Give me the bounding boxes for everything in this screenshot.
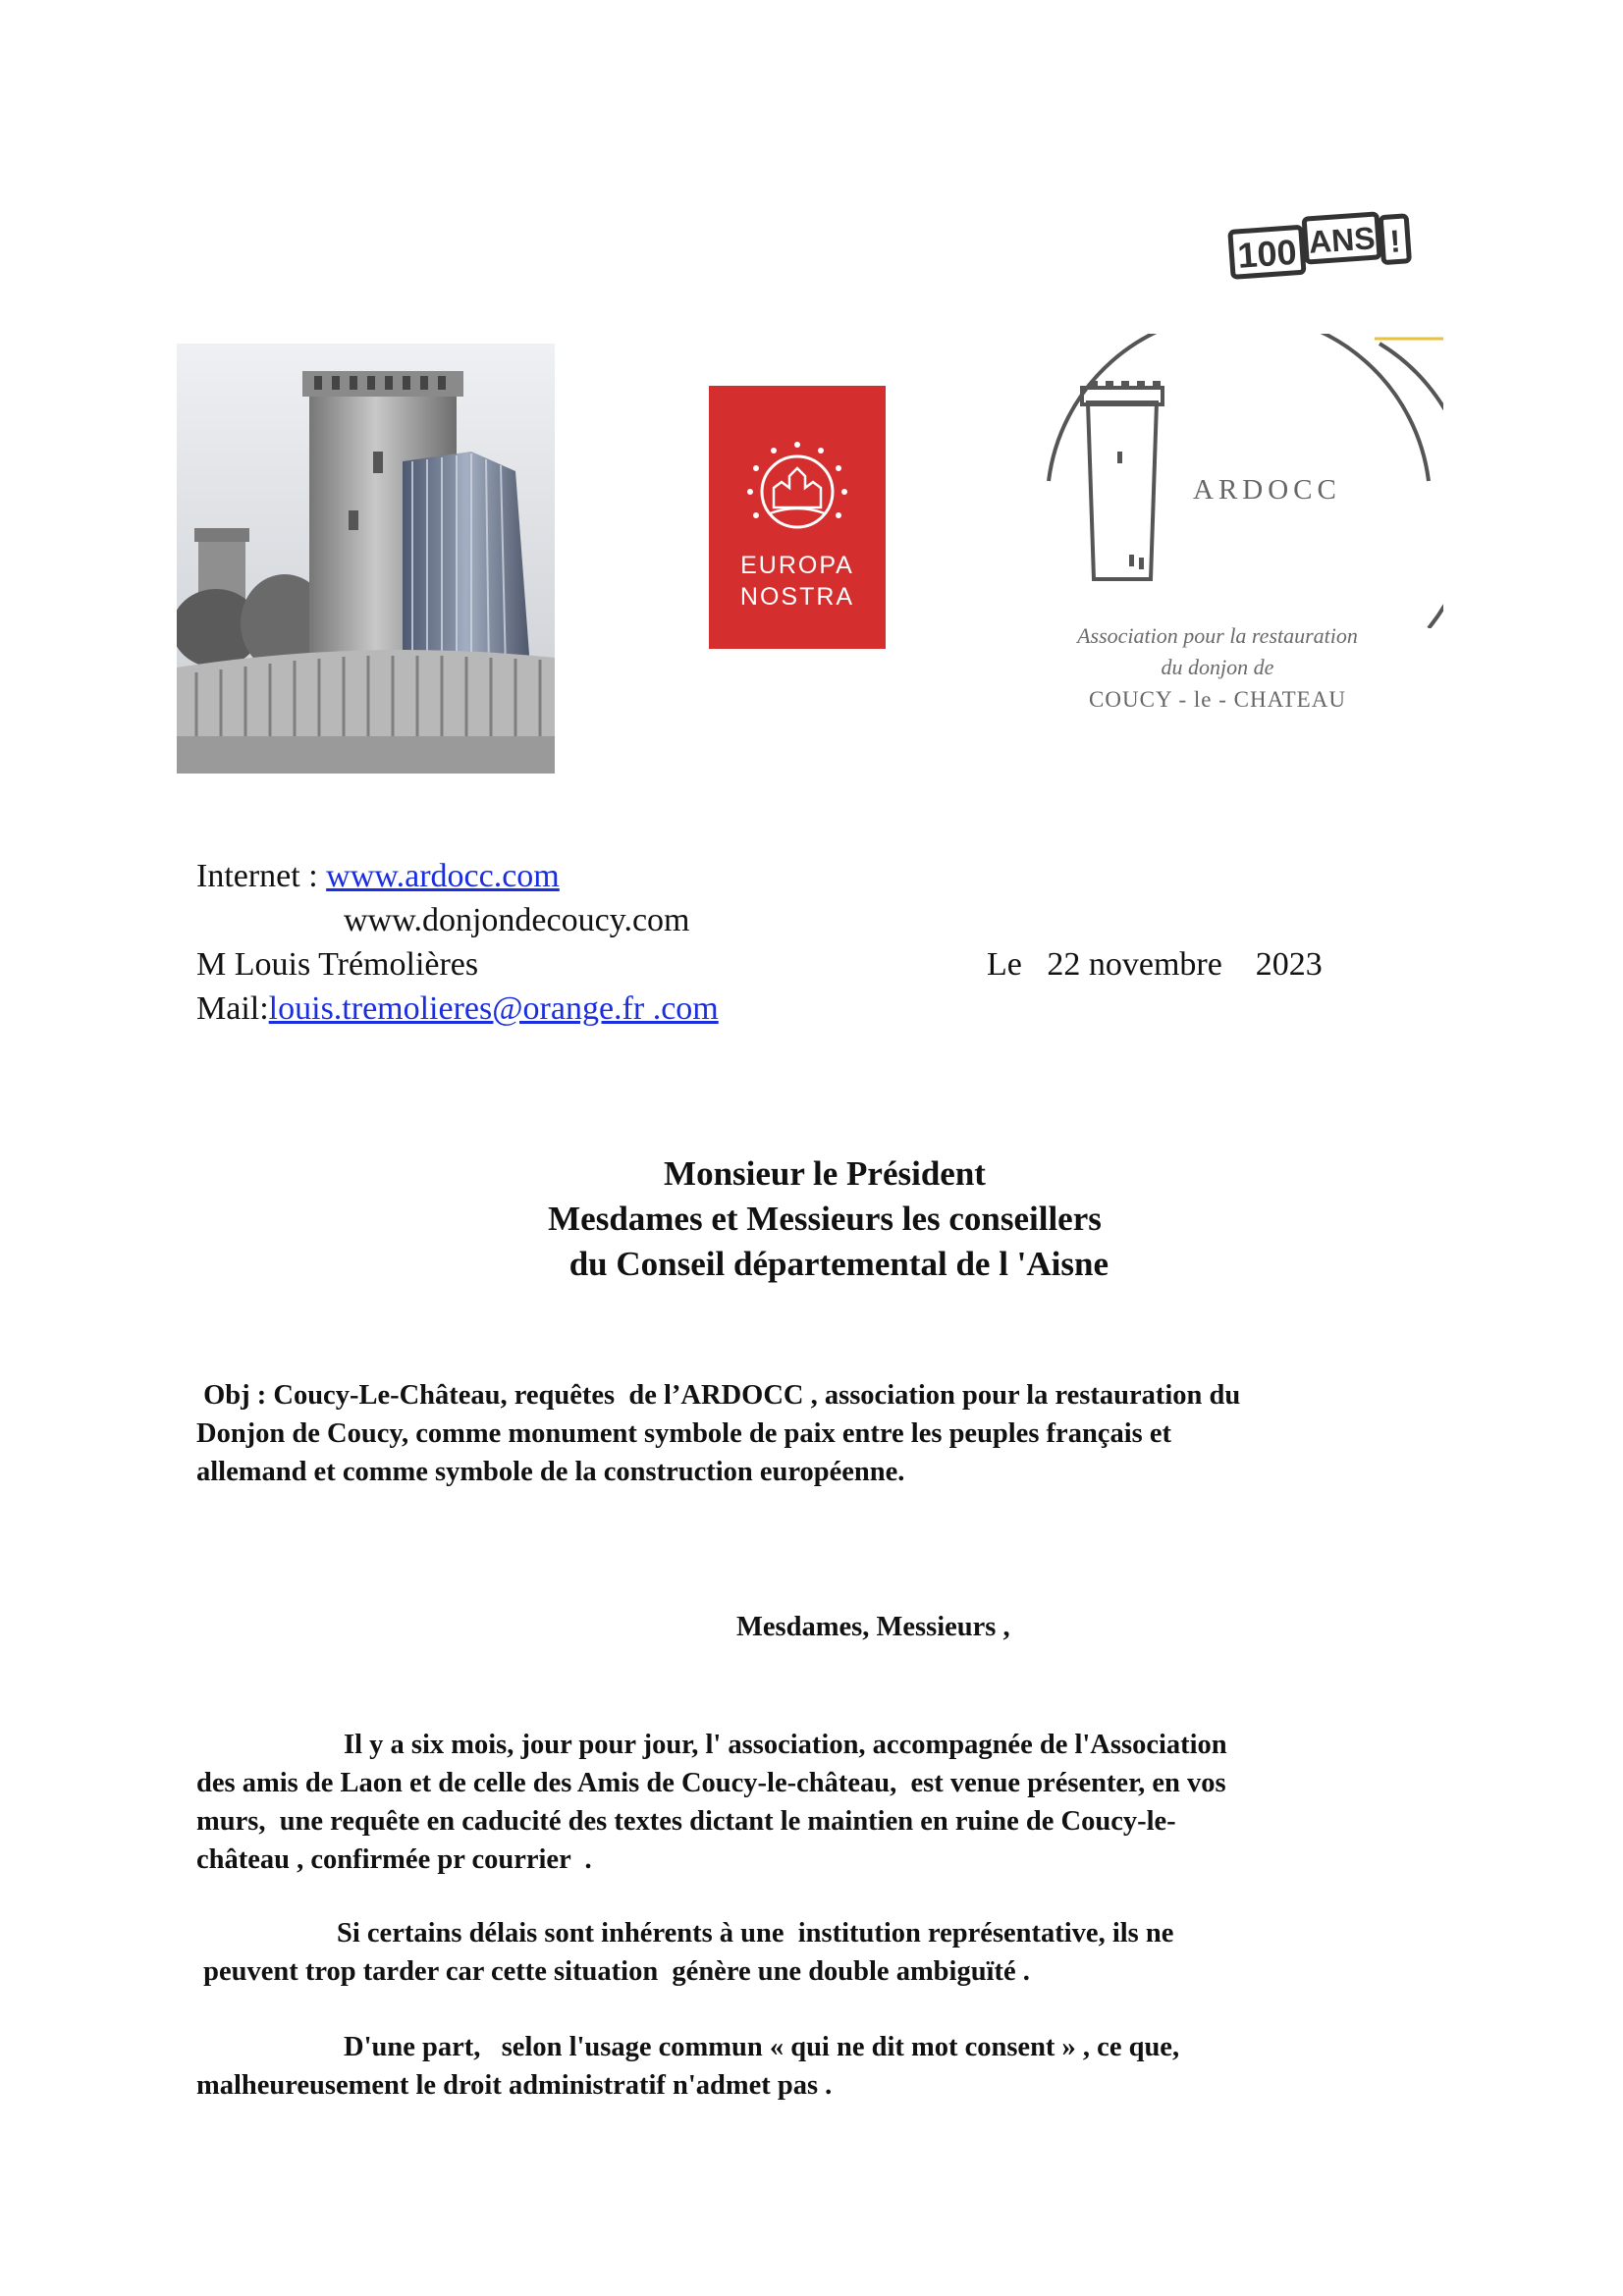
internet-label: Internet : <box>196 858 327 894</box>
letter-date: Le 22 novembre 2023 <box>987 946 1323 983</box>
para3-line-1: D'une part, selon l'usage commun « qui ne dit mot consent » , ce que, <box>344 2032 1180 2062</box>
para3-line-2: malheureusement le droit administratif n'admet pas . <box>196 2070 833 2101</box>
badge-mark: ! <box>1388 223 1402 260</box>
internet-line <box>196 854 560 898</box>
europa-line1: EUROPA <box>740 552 854 579</box>
badge-word: ANS <box>1307 220 1377 260</box>
recipient-line-3: du Conseil départemental de l 'Aisne <box>560 1245 1109 1283</box>
sender-name: M Louis Trémolières <box>196 946 479 983</box>
100-ans-logo <box>1227 208 1414 281</box>
object-line-1: Obj : Coucy-Le-Château, requêtes de l’ARDOCC , association pour la restauration du <box>196 1380 1241 1411</box>
salutation: Mesdames, Messieurs , <box>736 1612 1010 1642</box>
ardocc-tagline1: Association pour la restauration <box>1077 623 1358 648</box>
para2-line-2: peuvent trop tarder car cette situation génère une double ambiguïté . <box>196 1956 1030 1987</box>
para2-line-1: Si certains délais sont inhérents à une institution représentative, ils ne <box>337 1918 1174 1949</box>
mail-line <box>196 987 719 1031</box>
mail-label: Mail: <box>196 990 269 1027</box>
website-link-ardocc[interactable]: www.ardocc.com <box>326 858 560 894</box>
tower-collage-photo <box>177 344 555 774</box>
object-line-3: allemand et comme symbole de la construction européenne. <box>196 1457 905 1487</box>
para1-line-3: murs, une requête en caducité des textes dictant le maintien en ruine de Coucy-le- <box>196 1806 1176 1837</box>
para1-line-1: Il y a six mois, jour pour jour, l' association, accompagnée de l'Association <box>344 1730 1227 1760</box>
recipient-line-2: Mesdames et Messieurs les conseillers <box>548 1200 1102 1238</box>
ardocc-city: COUCY - le - CHATEAU <box>1089 687 1346 712</box>
website-donjon: www.donjondecoucy.com <box>344 902 690 938</box>
europa-nostra-logo <box>709 386 886 649</box>
para1-line-4: château , confirmée pr courrier . <box>196 1844 592 1875</box>
europa-nostra-emblem-icon <box>709 386 886 533</box>
badge-digits: 100 <box>1236 231 1298 276</box>
ardocc-seal-logo <box>1031 334 1443 736</box>
object-line-2: Donjon de Coucy, comme monument symbole de paix entre les peuples français et <box>196 1418 1171 1449</box>
ardocc-name: ARDOCC <box>1193 474 1341 506</box>
europa-line2: NOSTRA <box>739 583 855 611</box>
email-link[interactable]: louis.tremolieres@orange.fr .com <box>268 990 719 1027</box>
para1-line-2: des amis de Laon et de celle des Amis de Coucy-le-château, est venue présenter, en vos <box>196 1768 1226 1798</box>
ardocc-tagline2: du donjon de <box>1161 655 1274 679</box>
recipient-line-1: Monsieur le Président <box>664 1154 986 1193</box>
